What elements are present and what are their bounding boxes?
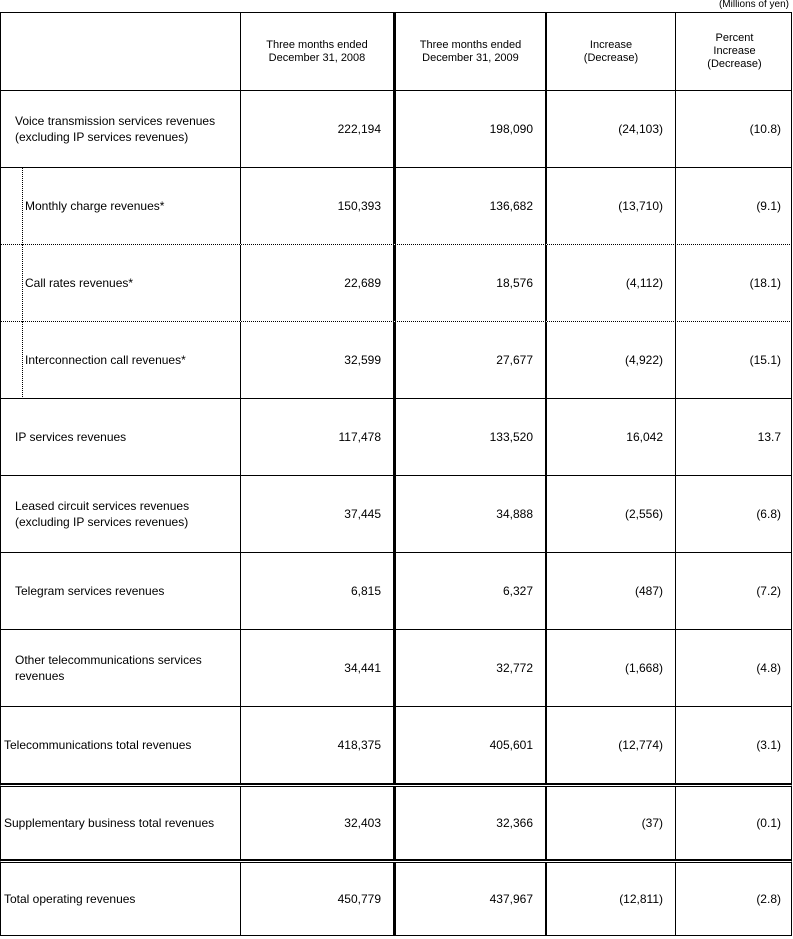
table-row [0,168,792,245]
value-change: (1,668) [547,630,676,706]
value-change: (4,112) [547,245,676,321]
header-2009: Three months ended December 31, 2009 [394,13,547,90]
row-label: Voice transmission services revenues (excluding IP services revenues) [1,91,241,167]
value-2008: 117,478 [241,399,394,475]
row-label: Call rates revenues* [1,245,241,321]
row-label: Total operating revenues [1,863,241,935]
header-label [1,13,241,90]
table-row [0,476,792,553]
value-2009: 32,366 [394,787,547,859]
value-pct: (0.1) [756,816,781,830]
value-2008: 22,689 [241,245,394,321]
value-2009: 133,520 [394,399,547,475]
units-note: (Millions of yen) [718,0,789,10]
row-label: Telegram services revenues [1,553,241,629]
table-row [0,245,792,322]
value-change: (13,710) [547,168,676,244]
table-row [0,322,792,399]
value-pct: (10.8) [749,122,781,136]
value-change: (24,103) [547,91,676,167]
value-change: (2,556) [547,476,676,552]
value-change: (12,811) [547,863,676,935]
value-2008: 32,599 [241,322,394,398]
value-pct: (18.1) [749,276,781,290]
value-2008: 37,445 [241,476,394,552]
header-change: Increase (Decrease) [547,13,676,90]
value-2009: 198,090 [394,91,547,167]
value-pct: 13.7 [757,430,781,444]
value-pct: (7.2) [756,584,781,598]
row-label: Interconnection call revenues* [1,322,241,398]
row-label: Monthly charge revenues* [1,168,241,244]
value-2009: 27,677 [394,322,547,398]
table-row [0,707,792,784]
table-row [0,860,792,936]
row-label: Other telecommunications services revenues [1,630,241,706]
header-2008: Three months ended December 31, 2008 [241,13,394,90]
value-pct: (6.8) [756,507,781,521]
header-pct: Percent Increase (Decrease) [707,32,762,70]
value-2009: 437,967 [394,863,547,935]
value-change: (12,774) [547,707,676,783]
sub-item-bracket [22,322,23,399]
value-2008: 6,815 [241,553,394,629]
value-2008: 450,779 [241,863,394,935]
row-label: IP services revenues [1,399,241,475]
value-change: (4,922) [547,322,676,398]
value-2009: 405,601 [394,707,547,783]
revenue-table [0,12,792,936]
sub-item-bracket [22,245,23,322]
value-change: (37) [547,787,676,859]
row-label: Supplementary business total revenues [1,787,241,859]
value-pct: (9.1) [756,199,781,213]
value-2008: 34,441 [241,630,394,706]
table-row [0,784,792,860]
value-2008: 418,375 [241,707,394,783]
table-header-row [0,12,792,91]
value-pct: (4.8) [756,661,781,675]
value-2008: 150,393 [241,168,394,244]
value-change: 16,042 [547,399,676,475]
value-2008: 32,403 [241,787,394,859]
value-pct: (2.8) [756,892,781,906]
value-2009: 34,888 [394,476,547,552]
value-2009: 6,327 [394,553,547,629]
table-row [0,630,792,707]
row-label: Telecommunications total revenues [1,707,241,783]
value-change: (487) [547,553,676,629]
value-2009: 32,772 [394,630,547,706]
value-pct: (15.1) [749,353,781,367]
table-row [0,399,792,476]
sub-item-bracket [22,168,23,245]
value-2009: 18,576 [394,245,547,321]
table-row [0,553,792,630]
value-2009: 136,682 [394,168,547,244]
value-pct: (3.1) [756,738,781,752]
table-row [0,91,792,168]
row-label: Leased circuit services revenues (excluding IP services revenues) [1,476,241,552]
value-2008: 222,194 [241,91,394,167]
